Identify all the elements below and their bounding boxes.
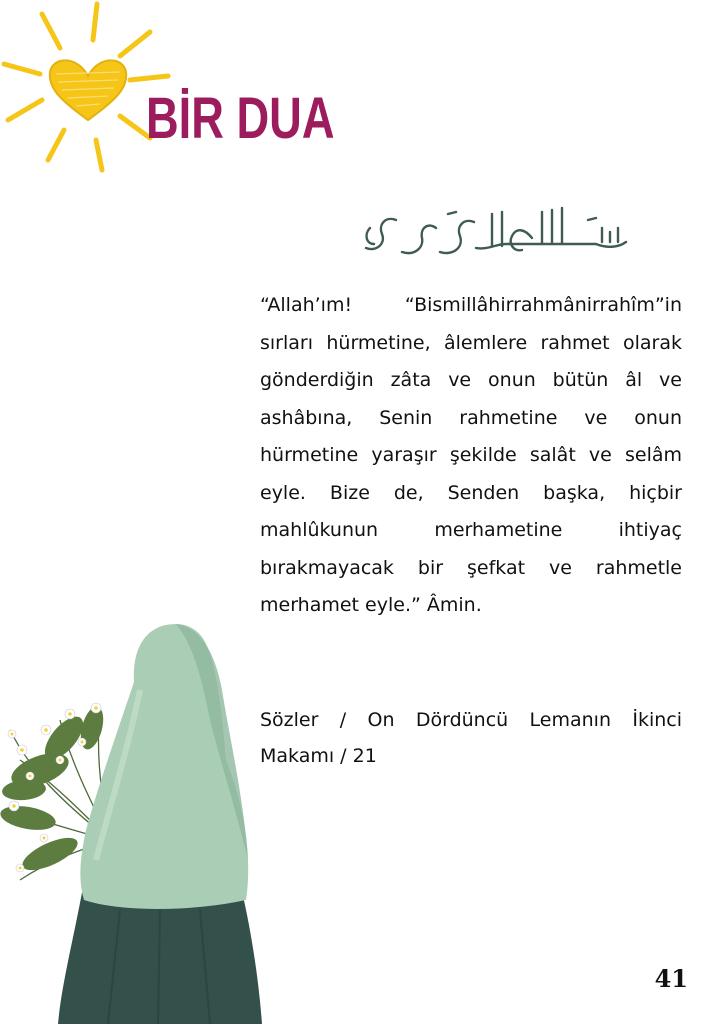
woman-with-flowers-illustration	[0, 610, 270, 1024]
prayer-text: “Allah’ım! “Bismillâhirrahmânirrahîm”in sırları hürmetine, âlemlere rahmet olarak gönderdiğin zâta ve onun bütün âl ve ashâbına, Senin rahmetine ve onun hürmetine yaraşır şekilde salât ve selâm eyle. Bize de, Senden başka, hiçbir mahlûkunun merhametine ihtiyaç bırakmayacak bir şefkat ve rahmetle merhamet eyle.” Âmin.	[260, 294, 682, 616]
page-number: 41	[654, 964, 688, 993]
page-title: BİR DUA	[146, 86, 335, 151]
source-citation: Sözler / On Dördüncü Lemanın İkinci Makamı / 21	[260, 709, 682, 767]
basmala-calligraphy	[356, 198, 632, 266]
